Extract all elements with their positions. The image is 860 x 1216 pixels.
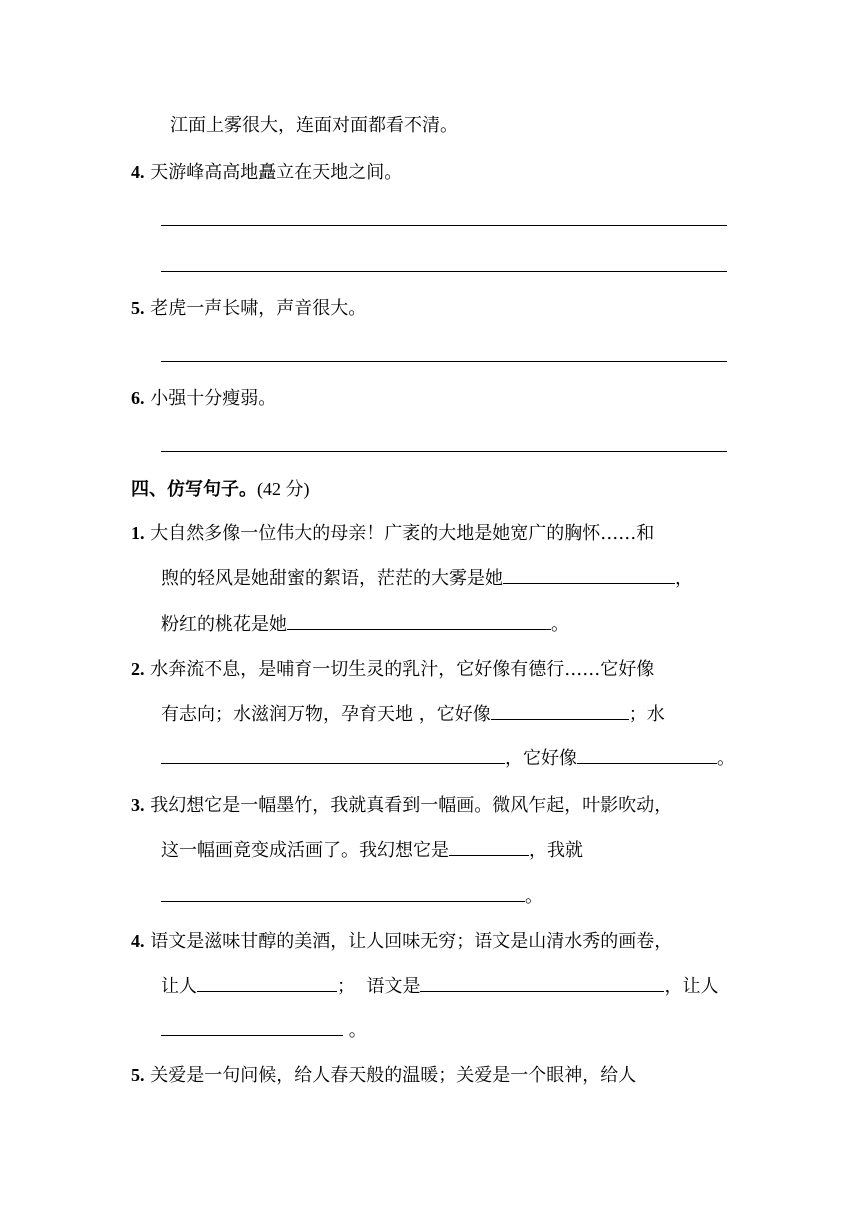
fill-blank[interactable] xyxy=(449,839,529,856)
punctuation: 。 xyxy=(551,614,569,635)
question-text: 有志向；水滋润万物，孕育天地 ，它好像 xyxy=(161,704,491,725)
part3-item-5: 5. 老虎一声长啸，声音很大。 xyxy=(131,298,367,319)
q4-line2 xyxy=(161,975,718,999)
fill-blank[interactable] xyxy=(577,747,717,764)
fill-blank[interactable] xyxy=(161,747,505,764)
item-number: 5 xyxy=(131,298,140,318)
question-text: 语文是滋味甘醇的美酒，让人回味无穷；语文是山清水秀的画卷， xyxy=(150,931,673,952)
item-number: 4 xyxy=(131,162,140,182)
question-text: ，我就 xyxy=(529,840,583,861)
q3-line2 xyxy=(161,839,583,863)
q1-line1: 1. 大自然多像一位伟大的母亲！广袤的大地是她宽广的胸怀……和 xyxy=(131,523,655,544)
q3-line1: 3. 我幻想它是一幅墨竹，我就真看到一幅画。微风乍起，叶影吹动， xyxy=(131,795,673,816)
question-text: 煦的轻风是她甜蜜的絮语，茫茫的大雾是她 xyxy=(161,568,503,589)
question-text: 这一幅画竟变成活画了。我幻想它是 xyxy=(161,840,449,861)
fill-blank[interactable] xyxy=(161,1019,343,1036)
fill-blank[interactable] xyxy=(161,885,525,902)
question-number: 2 xyxy=(131,659,140,679)
question-text: ，让人 xyxy=(664,976,719,997)
question-text: ，它好像 xyxy=(505,748,577,769)
question-number: 5 xyxy=(131,1065,140,1085)
item-text: 小强十分瘦弱。 xyxy=(150,388,277,409)
question-text: 粉红的桃花是她 xyxy=(161,614,287,635)
answer-line[interactable] xyxy=(161,225,727,226)
answer-line[interactable] xyxy=(161,361,727,362)
punctuation: 。 xyxy=(343,1020,367,1041)
item-text: 老虎一声长啸，声音很大。 xyxy=(150,298,367,319)
question-text: 关爱是一句问候，给人春天般的温暖；关爱是一个眼神，给人 xyxy=(150,1065,637,1086)
fill-blank[interactable] xyxy=(491,703,629,720)
question-number: 1 xyxy=(131,523,140,543)
question-number: 4 xyxy=(131,931,140,951)
part3-item-4: 4. 天游峰高高地矗立在天地之间。 xyxy=(131,162,403,183)
part3-carryover-text: 江面上雾很大，连面对面都看不清。 xyxy=(170,115,458,136)
section-heading xyxy=(131,477,310,502)
q4-line3 xyxy=(161,1019,367,1043)
q1-line3 xyxy=(161,613,569,637)
question-text: 我幻想它是一幅墨竹，我就真看到一幅画。微风乍起，叶影吹动， xyxy=(150,795,673,816)
answer-line[interactable] xyxy=(161,271,727,272)
part3-item-6: 6. 小强十分瘦弱。 xyxy=(131,388,277,409)
item-number: 6 xyxy=(131,388,140,408)
q3-line3 xyxy=(161,885,543,909)
section-title: 四、仿写句子。 xyxy=(131,479,257,500)
q2-line3 xyxy=(161,747,735,771)
q4-line1: 4. 语文是滋味甘醇的美酒，让人回味无穷；语文是山清水秀的画卷， xyxy=(131,931,673,952)
fill-blank[interactable] xyxy=(420,975,664,992)
item-text: 天游峰高高地矗立在天地之间。 xyxy=(150,162,403,183)
fill-blank[interactable] xyxy=(503,567,675,584)
q1-line2 xyxy=(161,567,693,591)
question-text: ；水 xyxy=(628,704,665,725)
punctuation: ， xyxy=(675,568,693,589)
q2-line1: 2. 水奔流不息，是哺育一切生灵的乳汁，它好像有德行……它好像 xyxy=(131,659,655,680)
question-text: ； 语文是 xyxy=(337,976,421,997)
punctuation: 。 xyxy=(717,748,735,769)
punctuation: 。 xyxy=(525,886,543,907)
fill-blank[interactable] xyxy=(287,613,551,630)
question-text: 大自然多像一位伟大的母亲！广袤的大地是她宽广的胸怀……和 xyxy=(150,523,655,544)
question-number: 3 xyxy=(131,795,140,815)
question-text: 让人 xyxy=(161,976,197,997)
section-points: (42 分) xyxy=(257,479,310,499)
q2-line2 xyxy=(161,703,665,727)
question-text: 水奔流不息，是哺育一切生灵的乳汁，它好像有德行……它好像 xyxy=(150,659,655,680)
answer-line[interactable] xyxy=(161,451,727,452)
q5-line1: 5. 关爱是一句问候，给人春天般的温暖；关爱是一个眼神，给人 xyxy=(131,1065,637,1086)
fill-blank[interactable] xyxy=(197,975,337,992)
